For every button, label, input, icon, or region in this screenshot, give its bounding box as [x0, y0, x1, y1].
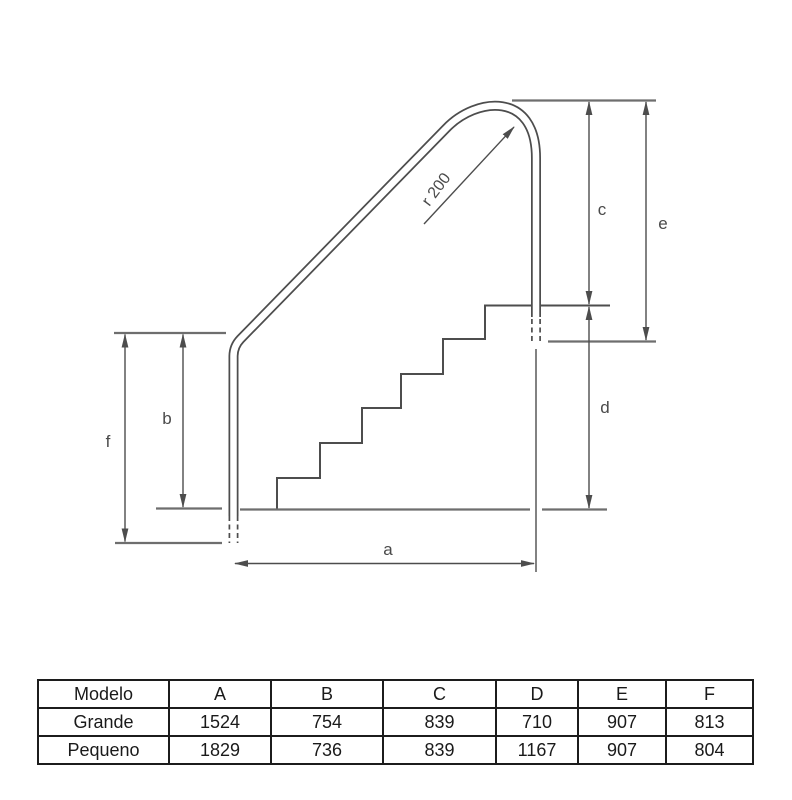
table-cell: Pequeno	[38, 736, 169, 764]
dim-label-f: f	[105, 432, 111, 451]
table-header-cell: D	[496, 680, 578, 708]
table-cell: 907	[578, 708, 666, 736]
table-header-cell: Modelo	[38, 680, 169, 708]
table-header-row	[38, 680, 753, 708]
table-cell: 1167	[496, 736, 578, 764]
dim-label-e: e	[658, 214, 668, 233]
handrail-tube	[234, 106, 537, 516]
table-cell: 710	[496, 708, 578, 736]
table-header-cell: C	[383, 680, 496, 708]
dimension-lines	[125, 102, 646, 572]
dim-label-d: d	[600, 398, 610, 417]
table-row	[38, 736, 753, 764]
table-row	[38, 708, 753, 736]
table-cell: Grande	[38, 708, 169, 736]
dim-label-b: b	[162, 409, 172, 428]
table-cell: 907	[578, 736, 666, 764]
table-header-cell: E	[578, 680, 666, 708]
staircase-profile	[277, 306, 610, 510]
table-cell: 839	[383, 708, 496, 736]
model-dimensions-table	[37, 679, 754, 765]
dim-label-c: c	[597, 200, 607, 219]
table-cell: 804	[666, 736, 753, 764]
reference-lines	[114, 101, 656, 544]
table-cell: 1829	[169, 736, 271, 764]
table-header-cell: B	[271, 680, 383, 708]
table-cell: 839	[383, 736, 496, 764]
table-cell: 754	[271, 708, 383, 736]
table-cell: 736	[271, 736, 383, 764]
radius-label: r 200	[418, 170, 455, 210]
table-cell: 813	[666, 708, 753, 736]
table-cell: 1524	[169, 708, 271, 736]
table-header-cell: A	[169, 680, 271, 708]
dim-label-a: a	[383, 540, 393, 559]
table-header-cell: F	[666, 680, 753, 708]
